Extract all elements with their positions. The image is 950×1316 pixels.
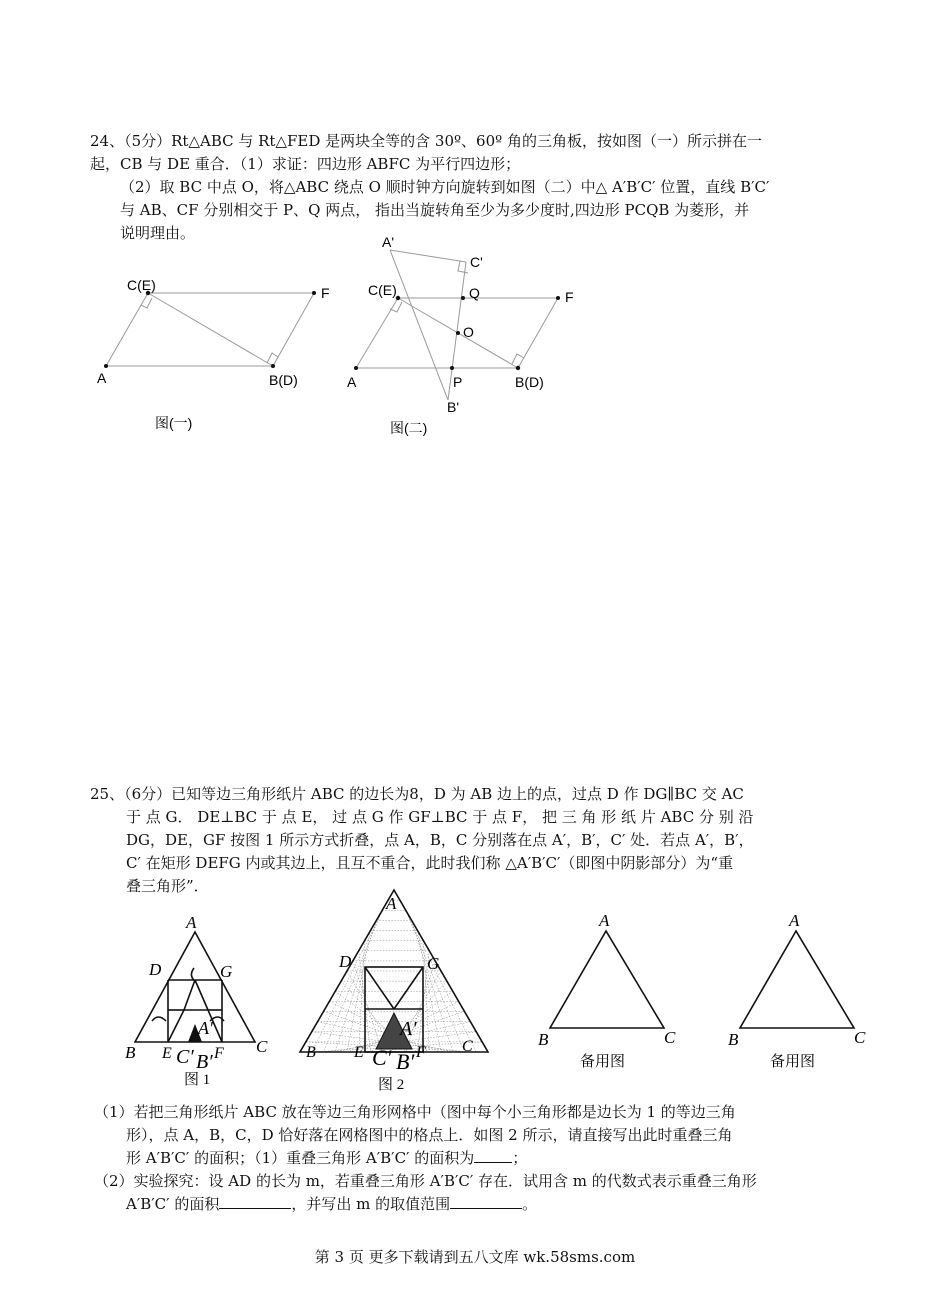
fig2-label-a: A (347, 374, 357, 390)
q25-line2: 于 点 G． DE⊥BC 于 点 E， 过 点 G 作 GF⊥BC 于 点 F， 把 三 角 形 纸 片 ABC 分 别 沿 (126, 808, 754, 826)
q25-part1-line1: （1）若把三角形纸片 ABC 放在等边三角形网格中（图中每个小三角形都是边长为 1 的等边三角 (94, 1103, 736, 1121)
answer-blank-1[interactable] (474, 1148, 512, 1163)
q25-part2-line2 (126, 1193, 537, 1216)
f1-label-e: E (162, 1045, 172, 1062)
q25-line4: C′ 在矩形 DEFG 内或其边上，且互不重合，此时我们称 △A′B′C′（即图中阴影部分）为“重 (126, 854, 734, 872)
f1-caption: 图 1 (184, 1072, 211, 1088)
fig2-label-b1: B' (447, 399, 460, 415)
f4-label-a: A (789, 911, 800, 930)
q25-part2-line1: （2）实验探究：设 AD 的长为 m，若重叠三角形 A′B′C′ 存在．试用含 m 的代数式表示重叠三角形 (94, 1172, 757, 1190)
f2-label-d: D (339, 952, 352, 971)
fig2-label-a1: A' (382, 234, 395, 250)
f2-label-c: C (462, 1038, 473, 1055)
f4-label-c: C (854, 1028, 866, 1047)
f1-label-a: A (186, 913, 197, 932)
fig2-label-bd: B(D) (515, 374, 544, 390)
f2-label-a: A (386, 894, 397, 913)
fig2-caption: 图(二) (390, 420, 428, 436)
fig2-label-ce: C(E) (368, 282, 397, 298)
q24-line1: 24、（5分）Rt△ABC 与 Rt△FED 是两块全等的含 30º、60º 角的三角板，按如图（一）所示拼在一 (90, 132, 762, 150)
q25-line5: 叠三角形”． (126, 877, 209, 895)
f1-label-c1: C′ (176, 1046, 194, 1068)
fig1-label-f: F (321, 285, 330, 301)
q25-figure-2 (290, 885, 505, 1095)
grid-line (353, 961, 382, 1052)
q25-part1-line2: 形），点 A，B，C，D 恰好落在网格图中的格点上．如图 2 所示，请直接写出此时重叠三角 (126, 1126, 733, 1144)
fig1-caption: 图(一) (155, 415, 193, 431)
f2-label-e: E (354, 1044, 364, 1061)
fig2-label-o: O (463, 324, 474, 340)
q25-figure-1 (120, 908, 280, 1088)
f1-label-d: D (149, 960, 162, 979)
f3-label-a: A (599, 911, 610, 930)
f1-label-c: C (256, 1037, 268, 1056)
fig1-label-a: A (97, 370, 107, 386)
fig2-label-q: Q (469, 285, 480, 301)
q24-line2: 起，CB 与 DE 重合．（1）求证：四边形 ABFC 为平行四边形； (90, 155, 521, 173)
grid-line (312, 900, 388, 1052)
q25-line3: DG，DE，GF 按图 1 所示方式折叠，点 A，B，C 分别落在点 A′，B′，C′ 处．若点 A′，B′， (126, 831, 754, 849)
q25-part2-line2-end: 。 (522, 1195, 538, 1213)
fig1-label-ce: C(E) (127, 277, 156, 293)
f2-label-f: F (416, 1044, 426, 1061)
f1-label-g: G (220, 962, 233, 981)
f2-label-b1: B′ (396, 1049, 415, 1074)
f2-caption: 图 2 (378, 1077, 405, 1093)
q25-backup-figure-2 (720, 905, 880, 1075)
f3-label-c: C (664, 1028, 676, 1047)
f2-label-a1: A′ (400, 1018, 417, 1040)
fig2-label-f: F (565, 289, 574, 305)
q24-line5: 说明理由。 (120, 224, 196, 242)
f4-label-b: B (728, 1030, 739, 1049)
f4-caption: 备用图 (770, 1054, 816, 1070)
q24-figure-1 (90, 270, 350, 440)
answer-blank-3[interactable] (450, 1194, 522, 1209)
q24-line3: （2）取 BC 中点 O，将△ABC 绕点 O 顺时钟方向旋转到如图（二）中△ A′B′C′ 位置，直线 B′C′ (120, 178, 770, 196)
q24-figure-2 (340, 232, 600, 447)
f2-label-c1: C′ (372, 1045, 392, 1070)
f1-label-b: B (125, 1043, 136, 1062)
f1-label-f: F (214, 1045, 224, 1062)
q25-line1: 25、（6分）已知等边三角形纸片 ABC 的边长为8，D 为 AB 边上的点，过点 D 作 DG∥BC 交 AC (90, 785, 744, 803)
grid-line (335, 920, 376, 1052)
q25-part1-line3-text: 形 A′B′C′ 的面积；（1）重叠三角形 A′B′C′ 的面积为 (126, 1149, 475, 1167)
grid-line (412, 920, 453, 1052)
f3-caption: 备用图 (580, 1054, 626, 1070)
q25-part2-line2-text: A′B′C′ 的面积 (126, 1195, 220, 1213)
q25-part1-line3 (126, 1147, 527, 1170)
f2-label-g: G (427, 954, 440, 973)
f2-label-b: B (306, 1044, 316, 1061)
f3-label-b: B (538, 1030, 549, 1049)
fig2-label-c1: C' (470, 254, 483, 270)
page-footer: 第 3 页 更多下载请到五八文库 wk.58sms.com (314, 1248, 636, 1266)
f1-label-b1: B′ (196, 1051, 213, 1073)
q25-part1-line3-end: ； (512, 1149, 528, 1167)
q25-backup-figure-1 (530, 905, 690, 1075)
q25-part2-line2-mid: ，并写出 m 的取值范围 (291, 1195, 451, 1213)
grid-line (324, 910, 383, 1052)
f1-label-a1: A′ (198, 1018, 213, 1038)
q24-line4: 与 AB、CF 分别相交于 P、Q 两点， 指出当旋转角至少为多少度时,四边形 PCQB 为菱形，并 (120, 201, 750, 219)
fig2-label-p: P (453, 374, 463, 390)
answer-blank-2[interactable] (219, 1194, 291, 1209)
fig1-label-bd: B(D) (269, 372, 298, 388)
